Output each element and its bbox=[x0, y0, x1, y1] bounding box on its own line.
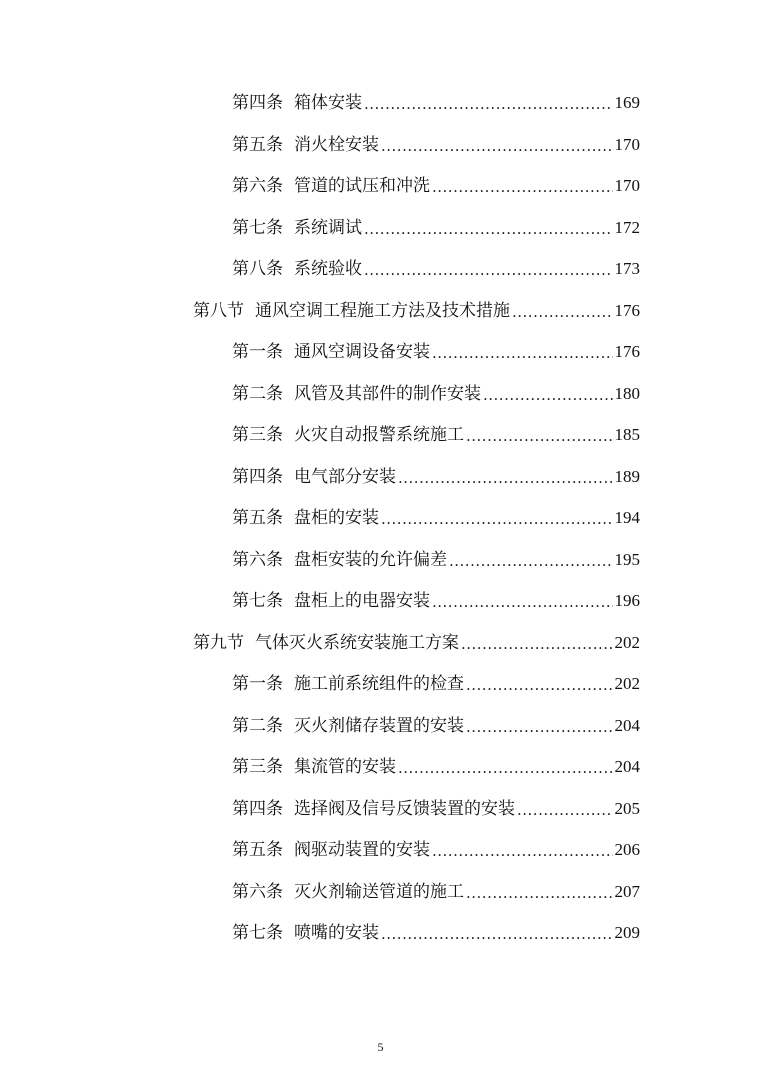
toc-entry-page: 207 bbox=[614, 881, 640, 901]
toc-entry-title: 选择阀及信号反馈装置的安装 bbox=[294, 798, 515, 819]
toc-entry-prefix: 第八节 bbox=[193, 300, 244, 321]
toc-entry-page: 206 bbox=[614, 840, 640, 859]
toc-leader-dots bbox=[398, 468, 613, 488]
toc-entry-title: 通风空调设备安装 bbox=[294, 342, 430, 362]
toc-entry-prefix: 第三条 bbox=[232, 425, 283, 445]
toc-entry[interactable] bbox=[232, 503, 640, 529]
toc-entry[interactable] bbox=[232, 835, 640, 861]
toc-entry-prefix: 第一条 bbox=[232, 342, 283, 362]
toc-entry-prefix: 第四条 bbox=[232, 466, 283, 487]
toc-entry-title: 盘柜安装的允许偏差 bbox=[294, 549, 447, 570]
toc-entry-page: 176 bbox=[614, 342, 640, 361]
toc-entry-title: 箱体安装 bbox=[294, 93, 362, 113]
toc-entry-page: 170 bbox=[614, 134, 640, 154]
toc-entry[interactable] bbox=[232, 420, 640, 446]
toc-entry-prefix: 第六条 bbox=[232, 176, 283, 196]
toc-entry-page: 204 bbox=[614, 757, 640, 776]
toc-leader-dots bbox=[364, 94, 613, 114]
toc-entry[interactable] bbox=[232, 88, 640, 114]
toc-entry-page: 202 bbox=[614, 632, 640, 652]
toc-entry-prefix: 第四条 bbox=[232, 798, 283, 819]
toc-entry-page: 173 bbox=[614, 259, 640, 278]
toc-entry-page: 194 bbox=[614, 508, 640, 527]
toc-entry-page: 170 bbox=[614, 176, 640, 195]
toc-entry-title: 集流管的安装 bbox=[294, 757, 396, 777]
toc-entry-page: 202 bbox=[614, 674, 640, 693]
toc-leader-dots bbox=[364, 260, 613, 280]
toc-entry-page: 204 bbox=[614, 715, 640, 735]
toc-entry[interactable] bbox=[232, 918, 640, 944]
toc-entry[interactable] bbox=[232, 337, 640, 363]
toc-entry-title: 灭火剂输送管道的施工 bbox=[294, 881, 464, 902]
toc-leader-dots bbox=[432, 343, 613, 363]
toc-leader-dots bbox=[512, 302, 613, 322]
toc-entry-page: 196 bbox=[614, 591, 640, 610]
toc-leader-dots bbox=[381, 136, 613, 156]
toc-entry[interactable] bbox=[232, 586, 640, 612]
toc-entry-prefix: 第六条 bbox=[232, 549, 283, 570]
toc-entry-page: 180 bbox=[614, 383, 640, 403]
toc-entry-prefix: 第七条 bbox=[232, 591, 283, 611]
toc-entry-prefix: 第四条 bbox=[232, 93, 283, 113]
toc-entry-page: 209 bbox=[614, 923, 640, 942]
toc-entry-title: 消火栓安装 bbox=[294, 134, 379, 155]
toc-entry[interactable] bbox=[232, 545, 640, 571]
toc-entry-title: 盘柜的安装 bbox=[294, 508, 379, 528]
toc-entry[interactable] bbox=[232, 213, 640, 239]
toc-entry-page: 195 bbox=[614, 549, 640, 569]
toc-leader-dots bbox=[398, 758, 613, 778]
toc-leader-dots bbox=[432, 177, 613, 197]
toc-leader-dots bbox=[483, 385, 613, 405]
toc-entry-page: 172 bbox=[614, 217, 640, 237]
toc-entry-title: 风管及其部件的制作安装 bbox=[294, 383, 481, 404]
toc-entry-title: 施工前系统组件的检查 bbox=[294, 674, 464, 694]
toc-entry-title: 管道的试压和冲洗 bbox=[294, 176, 430, 196]
toc-leader-dots bbox=[466, 883, 613, 903]
toc-leader-dots bbox=[466, 717, 613, 737]
toc-entry-page: 205 bbox=[614, 798, 640, 818]
toc-entry-title: 灭火剂储存装置的安装 bbox=[294, 715, 464, 736]
toc-entry-page: 176 bbox=[614, 300, 640, 320]
toc-entry[interactable] bbox=[232, 379, 640, 405]
toc-leader-dots bbox=[517, 800, 613, 820]
toc-entry[interactable] bbox=[232, 669, 640, 695]
toc-leader-dots bbox=[432, 841, 613, 861]
toc-entry-title: 系统验收 bbox=[294, 259, 362, 279]
toc-entry[interactable] bbox=[232, 711, 640, 737]
toc-entry-page: 185 bbox=[614, 425, 640, 444]
toc-leader-dots bbox=[461, 634, 613, 654]
toc-entry-page: 169 bbox=[614, 93, 640, 112]
toc-entry-title: 火灾自动报警系统施工 bbox=[294, 425, 464, 445]
toc-leader-dots bbox=[381, 924, 613, 944]
toc-entry-title: 盘柜上的电器安装 bbox=[294, 591, 430, 611]
toc-entry-prefix: 第七条 bbox=[232, 217, 283, 238]
toc-entry-prefix: 第三条 bbox=[232, 757, 283, 777]
toc-entry-prefix: 第一条 bbox=[232, 674, 283, 694]
toc-entry-prefix: 第五条 bbox=[232, 508, 283, 528]
toc-entry[interactable] bbox=[232, 171, 640, 197]
page-number: 5 bbox=[377, 1040, 384, 1054]
toc-entry-prefix: 第二条 bbox=[232, 715, 283, 736]
toc-entry[interactable] bbox=[232, 877, 640, 903]
toc-leader-dots bbox=[466, 675, 613, 695]
toc-leader-dots bbox=[466, 426, 613, 446]
toc-entry-prefix: 第七条 bbox=[232, 923, 283, 943]
toc-entry-title: 系统调试 bbox=[294, 217, 362, 238]
toc-entry-title: 电气部分安装 bbox=[294, 466, 396, 487]
toc-entry-prefix: 第五条 bbox=[232, 134, 283, 155]
toc-entry-prefix: 第六条 bbox=[232, 881, 283, 902]
toc-entry[interactable] bbox=[232, 254, 640, 280]
toc-leader-dots bbox=[449, 551, 613, 571]
toc-leader-dots bbox=[432, 592, 613, 612]
toc-entry[interactable] bbox=[232, 752, 640, 778]
toc-section-entry[interactable] bbox=[193, 628, 640, 654]
toc-entry[interactable] bbox=[232, 794, 640, 820]
toc-entry-prefix: 第二条 bbox=[232, 383, 283, 404]
toc-entry[interactable] bbox=[232, 462, 640, 488]
toc-entry-prefix: 第九节 bbox=[193, 632, 244, 653]
toc-section-entry[interactable] bbox=[193, 296, 640, 322]
toc-entry-page: 189 bbox=[614, 466, 640, 486]
toc-leader-dots bbox=[364, 219, 613, 239]
toc-entry-prefix: 第八条 bbox=[232, 259, 283, 279]
toc-entry-title: 阀驱动装置的安装 bbox=[294, 840, 430, 860]
toc-entry[interactable] bbox=[232, 130, 640, 156]
toc-entry-title: 通风空调工程施工方法及技术措施 bbox=[255, 300, 510, 321]
toc-entry-prefix: 第五条 bbox=[232, 840, 283, 860]
toc-entry-title: 气体灭火系统安装施工方案 bbox=[255, 632, 459, 653]
toc-leader-dots bbox=[381, 509, 613, 529]
toc-entry-title: 喷嘴的安装 bbox=[294, 923, 379, 943]
